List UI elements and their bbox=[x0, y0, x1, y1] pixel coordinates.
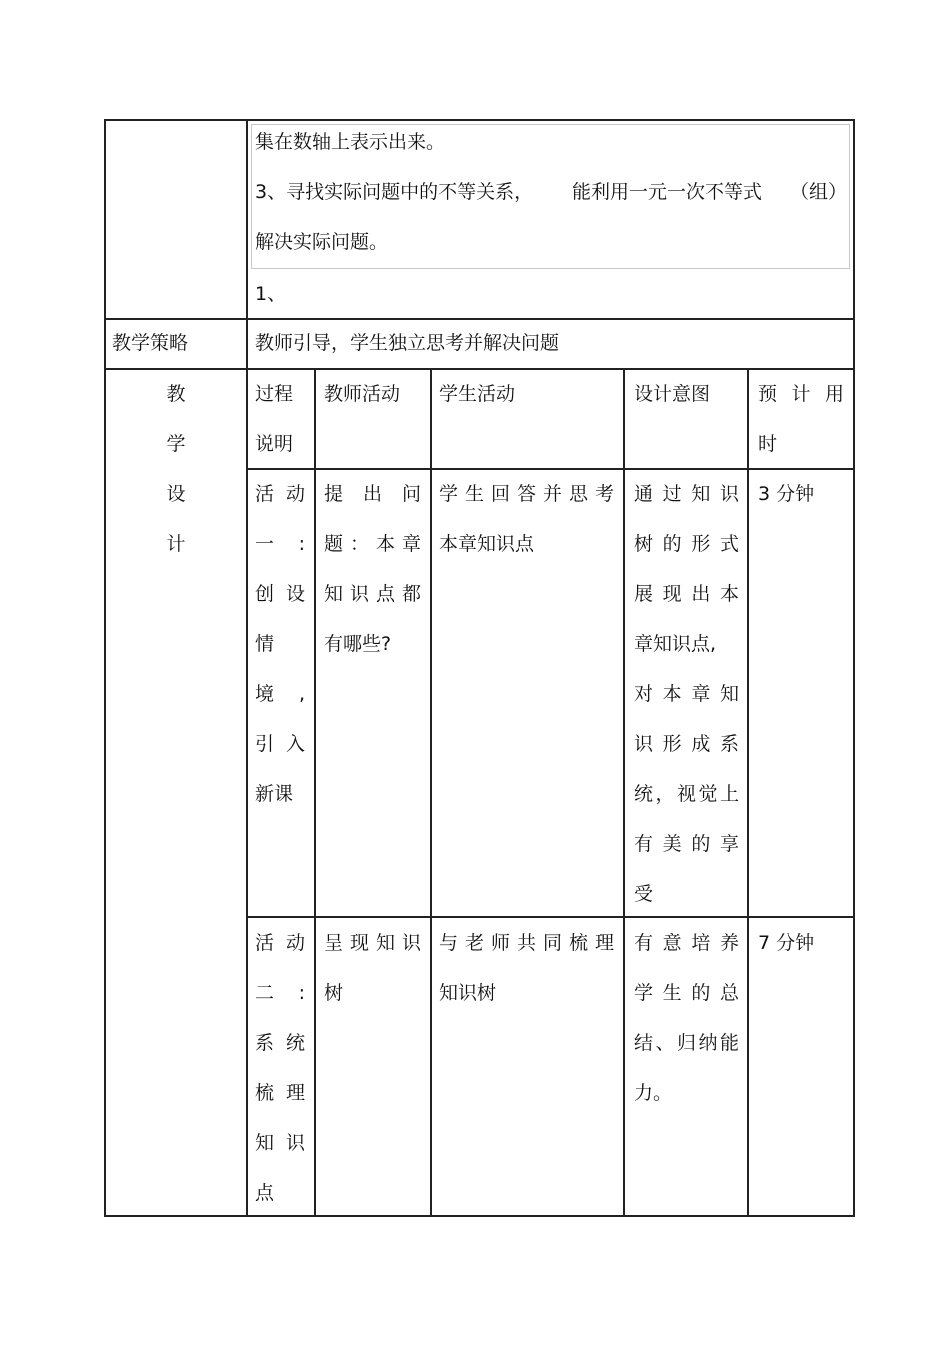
activity2-time bbox=[758, 918, 814, 968]
activity1-intent-line: 展 现 出 本 bbox=[634, 583, 739, 605]
activity1-intent-line: 章知识点, bbox=[634, 633, 717, 655]
objective-line-1: 集在数轴上表示出来。 bbox=[255, 131, 446, 153]
activity2-process-line: 活 动 bbox=[255, 932, 305, 954]
activity2-intent-line: 有 意 培 养 bbox=[634, 932, 739, 954]
header-student bbox=[439, 369, 515, 419]
header-time bbox=[758, 369, 844, 469]
activity1-intent-line: 统，视觉上 bbox=[634, 783, 739, 805]
activity1-teacher-line: 知 识 点 都 bbox=[324, 583, 421, 605]
activity1-student bbox=[439, 469, 614, 569]
activity1-process-line: 活 动 bbox=[255, 483, 305, 505]
header-teacher-label: 教师活动 bbox=[324, 383, 401, 405]
col-divider-label bbox=[246, 119, 248, 1217]
activity2-process-line: 二 : bbox=[255, 982, 305, 1004]
objective-line-2-b: 能利用一元一次不等式 bbox=[572, 181, 763, 203]
activity1-process-line: 境 , bbox=[255, 683, 305, 705]
activity1-time-value: 3 分钟 bbox=[758, 483, 815, 505]
activity2-time-value: 7 分钟 bbox=[758, 932, 815, 954]
activity1-process-line: 引 入 bbox=[255, 733, 305, 755]
activity1-teacher-line: 提 出 问 bbox=[324, 483, 421, 505]
activity1-intent-line: 受 bbox=[634, 883, 654, 905]
activity2-teacher-line: 呈 现 知 识 bbox=[324, 932, 421, 954]
activity2-teacher-line: 树 bbox=[324, 982, 344, 1004]
activity1-process bbox=[255, 469, 305, 819]
activity1-process-line: 情 bbox=[255, 633, 275, 655]
row-divider-strategy-top bbox=[104, 318, 855, 320]
table-border-bottom bbox=[104, 1215, 855, 1217]
table-border-left bbox=[104, 119, 106, 1217]
table-border-right bbox=[853, 119, 855, 1217]
activity1-intent-line: 有 美 的 享 bbox=[634, 833, 739, 855]
activity2-intent-line: 力。 bbox=[634, 1082, 673, 1104]
activity2-student bbox=[439, 918, 614, 1018]
activity2-teacher bbox=[324, 918, 421, 1018]
activity1-intent-line: 识 形 成 系 bbox=[634, 733, 739, 755]
objective-line-3: 解决实际问题。 bbox=[255, 231, 389, 253]
objective-line-2-a: 3、寻找实际问题中的不等关系， bbox=[255, 181, 534, 203]
header-process-line: 说明 bbox=[255, 433, 294, 455]
activity2-intent bbox=[634, 918, 739, 1118]
activity2-process-line: 知 识 bbox=[255, 1132, 305, 1154]
strategy-value: 教师引导，学生独立思考并解决问题 bbox=[255, 332, 560, 354]
activity1-intent bbox=[634, 469, 739, 919]
side-label-char: 计 bbox=[166, 533, 186, 555]
design-side-label bbox=[164, 369, 188, 569]
table-border-top bbox=[104, 119, 855, 121]
activity2-intent-line: 结、归纳能 bbox=[634, 1032, 739, 1054]
activity2-intent-line: 学 生 的 总 bbox=[634, 982, 739, 1004]
side-label-char: 学 bbox=[166, 433, 186, 455]
col-divider-teacher bbox=[430, 368, 432, 1217]
activity2-student-line: 与 老 师 共 同 梳 理 bbox=[439, 932, 614, 954]
side-label-char: 教 bbox=[166, 383, 186, 405]
activity1-teacher-line: 题：本章 bbox=[324, 533, 421, 555]
activity2-process-line: 系 统 bbox=[255, 1032, 305, 1054]
header-process-line: 过程 bbox=[255, 383, 294, 405]
strategy-label: 教学策略 bbox=[112, 332, 189, 354]
activity2-process bbox=[255, 918, 305, 1218]
header-time-line: 预 计 用 bbox=[758, 383, 844, 405]
header-student-label: 学生活动 bbox=[439, 383, 516, 405]
col-divider-intent bbox=[747, 368, 749, 1217]
activity1-teacher bbox=[324, 469, 421, 669]
col-divider-student bbox=[623, 368, 625, 1217]
objective-line-2-c: （组） bbox=[790, 181, 848, 203]
activity2-process-line: 点 bbox=[255, 1182, 275, 1204]
activity1-intent-line: 树 的 形 式 bbox=[634, 533, 739, 555]
activity1-student-line: 本章知识点 bbox=[439, 533, 535, 555]
side-label-char: 设 bbox=[166, 483, 186, 505]
activity1-intent-line: 通 过 知 识 bbox=[634, 483, 739, 505]
header-intent-label: 设计意图 bbox=[634, 383, 711, 405]
activity1-teacher-line: 有哪些? bbox=[324, 633, 392, 655]
activity1-intent-line: 对 本 章 知 bbox=[634, 683, 739, 705]
objective-line-4: 1、 bbox=[255, 283, 287, 305]
header-intent bbox=[634, 369, 710, 419]
activity1-student-line: 学 生 回 答 并 思 考 bbox=[439, 483, 614, 505]
activity2-process-line: 梳 理 bbox=[255, 1082, 305, 1104]
activity1-process-line: 创 设 bbox=[255, 583, 305, 605]
header-teacher bbox=[324, 369, 400, 419]
col-divider-process bbox=[314, 368, 316, 1217]
activity1-time bbox=[758, 469, 814, 519]
header-process bbox=[255, 369, 293, 469]
activity1-process-line: 新课 bbox=[255, 783, 294, 805]
header-time-line: 时 bbox=[758, 433, 778, 455]
activity1-process-line: 一 : bbox=[255, 533, 305, 555]
activity2-student-line: 知识树 bbox=[439, 982, 497, 1004]
